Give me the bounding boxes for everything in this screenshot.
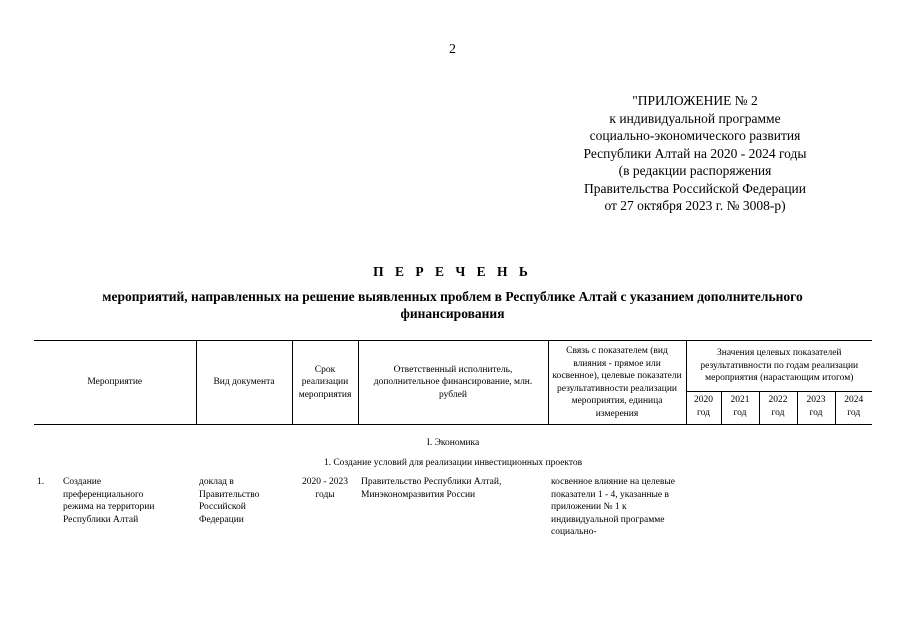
row-value-2020 xyxy=(686,476,721,539)
list-subtitle: мероприятий, направленных на решение выявленных проблем в Республике Алтай с указанием дополнительного финансирования xyxy=(102,289,803,321)
table-row xyxy=(34,476,872,539)
page-number: 2 xyxy=(449,42,456,57)
header-executor: Ответственный исполнитель, дополнительное финансирование, млн. рублей xyxy=(358,341,548,425)
row-event-cell xyxy=(34,476,196,539)
appendix-line: Правительства Российской Федерации xyxy=(584,180,806,196)
appendix-line: Республики Алтай на 2020 - 2024 годы xyxy=(583,145,807,161)
appendix-line: (в редакции распоряжения xyxy=(618,163,772,178)
row-link: косвенное влияние на целевые показатели 1 - 4, указанные в приложении № 1 к индивидуальной программе социально- xyxy=(551,477,675,537)
section-title: I. Экономика xyxy=(426,438,480,448)
measures-table xyxy=(34,340,872,539)
row-event: Создание преференциального режима на территории Республики Алтай xyxy=(63,477,155,525)
list-title: П Е Р Е Ч Е Н Ь xyxy=(373,264,532,279)
appendix-line: к индивидуальной программе xyxy=(609,110,781,126)
appendix-line: от 27 октября 2023 г. № 3008-р) xyxy=(604,198,786,213)
row-value-2022 xyxy=(759,476,797,539)
header-event: Мероприятие xyxy=(34,341,196,425)
header-doc-type: Вид документа xyxy=(196,341,292,425)
row-value-2024 xyxy=(835,476,872,539)
header-year-2022: 2022 год xyxy=(759,392,797,425)
header-year-2024: 2024 год xyxy=(835,392,872,425)
row-executor: Правительство Республики Алтай, Минэкономразвития России xyxy=(361,477,502,500)
row-value-2023 xyxy=(797,476,835,539)
appendix-heading xyxy=(560,92,830,215)
header-year-2021: 2021 год xyxy=(721,392,759,425)
row-number: 1. xyxy=(37,477,45,487)
appendix-line: социально-экономического развития xyxy=(589,128,801,143)
header-term: Срок реализации мероприятия xyxy=(292,341,358,425)
header-target-values: Значения целевых показателей результативности по годам реализации мероприятия (нарастающим итогом) xyxy=(686,341,872,392)
header-year-2023: 2023 год xyxy=(797,392,835,425)
subsection-title: 1. Создание условий для реализации инвестиционных проектов xyxy=(323,457,583,468)
header-year-2020: 2020 год xyxy=(686,392,721,425)
appendix-line: "ПРИЛОЖЕНИЕ № 2 xyxy=(632,93,758,108)
header-link: Связь с показателем (вид влияния - прямое или косвенное), целевые показатели результативности реализации мероприятия, единица измерения xyxy=(548,341,686,425)
row-term: 2020 - 2023 годы xyxy=(302,477,348,500)
row-value-2021 xyxy=(721,476,759,539)
row-doc-type: доклад в Правительство Российской Федерации xyxy=(199,477,260,525)
